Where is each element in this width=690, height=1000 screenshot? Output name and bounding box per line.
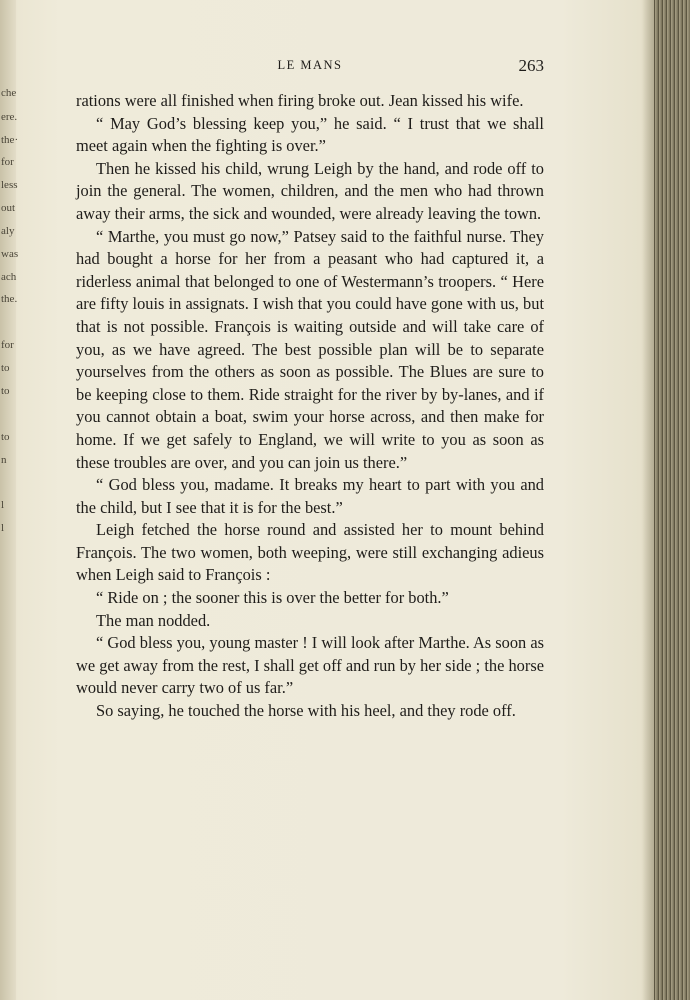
bleed-fragment: che	[1, 87, 17, 99]
bleed-fragment: to	[1, 362, 10, 374]
bleed-fragment: ere.	[1, 111, 18, 123]
bleed-fragment: to	[1, 431, 10, 443]
paragraph: “ Ride on ; the sooner this is over the better for both.”	[96, 588, 449, 608]
bleed-fragment: out	[1, 202, 16, 214]
bleed-fragment: the.	[1, 293, 18, 305]
paragraph: “ Marthe, you must go now,” Patsey said to the faithful nurse. They had bought a horse for her from a peasant who had captured it, a riderless animal that belonged to one of Westermann’s troopers. “ Here are fifty louis in assignats. I wish that you could have gone with us, but that is not possible. François is waiting outside and will take care of you, as we have agreed. The best possible plan will be to separate yourselves from the others as soon as possible. The Blues are sure to be keeping close to them. Ride straight for the river by by-lanes, and if you cannot obtain a boat, swim your horse across, and then make for home. If we get safely to England, we will write to you as soon as these troubles are over, and you can join us there.”	[76, 226, 544, 472]
previous-page-bleed-through	[0, 80, 19, 550]
paragraph: Then he kissed his child, wrung Leigh by the hand, and rode off to join the general. The women, children, and the men who had thrown away their arms, the sick and wounded, were already leaving the town.	[76, 158, 544, 223]
bleed-fragment: ach	[1, 271, 17, 283]
paragraph: The man nodded.	[96, 610, 211, 630]
paragraph: “ God bless you, madame. It breaks my heart to part with you and the child, but I see that it is for the best.”	[76, 475, 544, 517]
bleed-fragment: for	[1, 156, 14, 168]
bleed-fragment: the·	[1, 134, 19, 146]
binding-shadow	[642, 0, 654, 1000]
stacked-page-edges	[654, 0, 690, 1000]
paragraph: So saying, he touched the horse with his heel, and they rode off.	[96, 701, 516, 721]
paragraph: rations were all finished when firing broke out. Jean kissed his wife.	[76, 91, 524, 110]
page-number: 263	[518, 56, 544, 75]
bleed-fragment: aly	[1, 225, 15, 237]
paragraph: “ May God’s blessing keep you,” he said. “ I trust that we shall meet again when the fighting is over.”	[76, 113, 544, 156]
bleed-fragment: l	[1, 522, 5, 534]
bleed-fragment: l	[1, 499, 5, 511]
bleed-fragment: less	[1, 179, 18, 191]
bleed-fragment: to	[1, 385, 10, 397]
paragraph: Leigh fetched the horse round and assisted her to mount behind François. The two women, both weeping, were still exchanging adieus when Leigh said to François :	[76, 520, 544, 585]
page-header	[76, 56, 544, 76]
body-text	[76, 90, 544, 723]
bleed-fragment: for	[1, 339, 14, 351]
bleed-fragment: n	[1, 454, 7, 466]
running-head: LE MANS	[277, 58, 343, 72]
bleed-fragment: was	[1, 248, 19, 260]
paragraph: “ God bless you, young master ! I will look after Marthe. As soon as we get away from the rest, I shall get off and run by her side ; the horse would never carry two of us far.”	[76, 633, 544, 698]
